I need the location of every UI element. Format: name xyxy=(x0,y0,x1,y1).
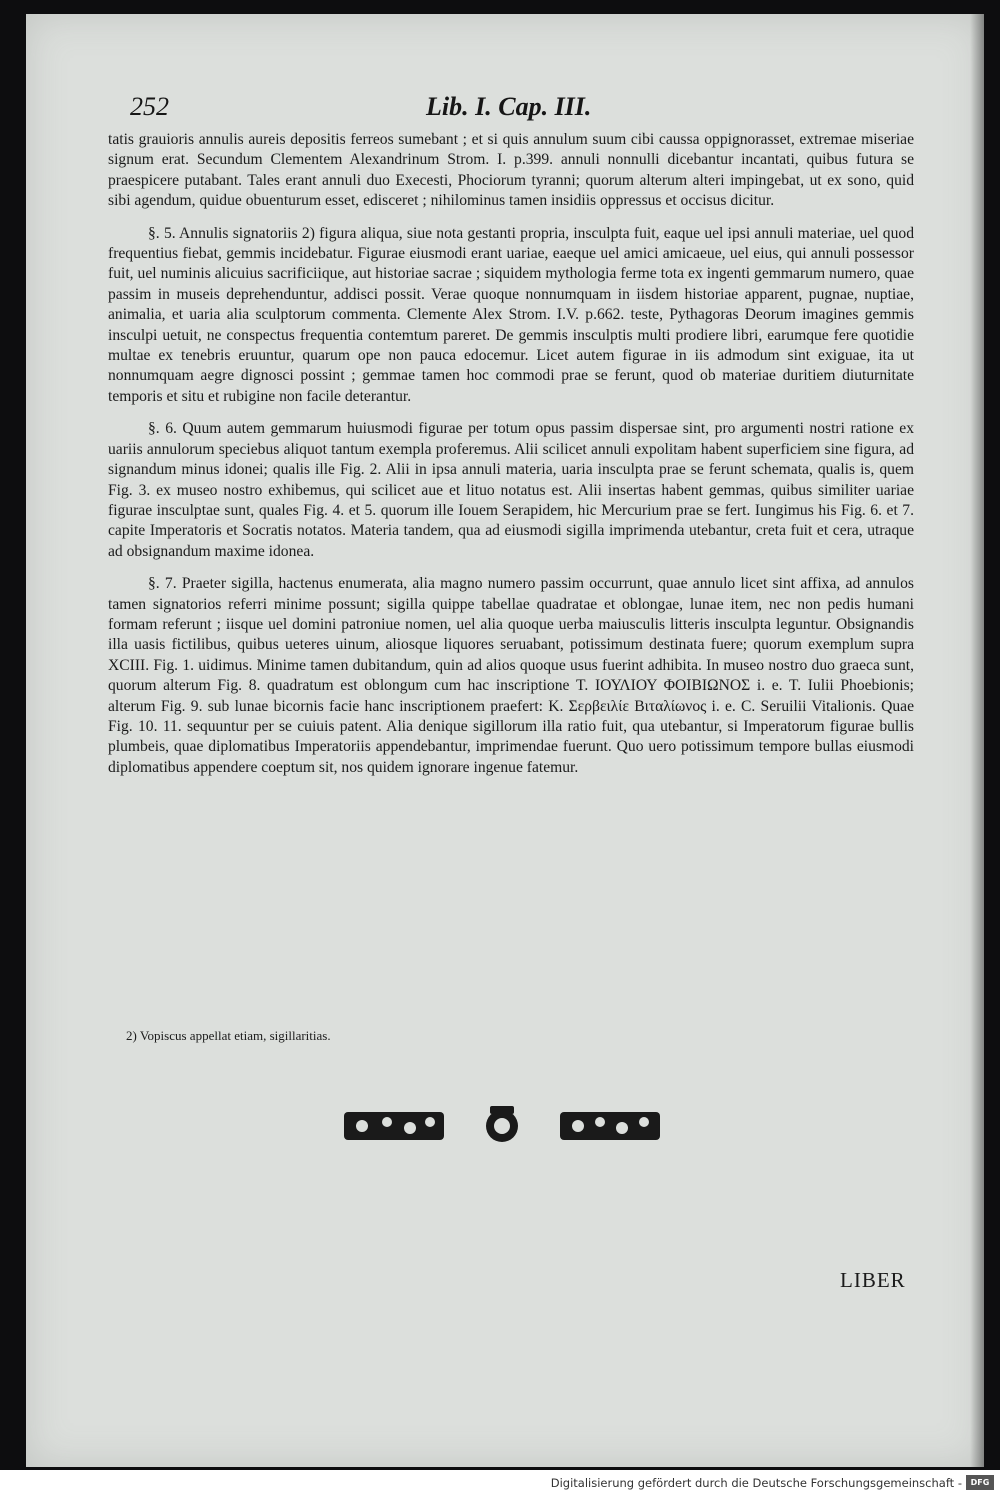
page-number: 252 xyxy=(130,92,169,121)
page-spine-shadow xyxy=(970,14,984,1467)
running-title: Lib. I. Cap. III. xyxy=(426,92,592,121)
paragraph-section-7: §. 7. Praeter sigilla, hactenus enumerata, alia magno numero passim occurrunt, quae annulo licet sint affixa, ad annulos tamen signatorios referri minime possunt; sigilla quippe tabellae quadratae et oblongae, lunae item, nec non pedis humani formam referunt ; iisque uel domini patroniue nomen, uel alia quoque uerba maiusculis litteris insculpta leguntur. Obsignandis illa uasis fictilibus, quibus ueteres uinum, aliosque liquores seruabant, potissimum destinata fuere; quorum exemplum supra XCIII. Fig. 1. uidimus. Minime tamen dubitandum, quin ad alios quoque usus fuerint adhibita. In museo nostro duo graeca sunt, quorum alterum Fig. 8. quadratum est oblongum cum hac inscriptione Τ. ΙΟΥΛΙΟΥ ΦΟΙΒΙΩΝΟΣ i. e. T. Iulii Phoebionis; alterum Fig. 9. sub lunae bicornis facie hanc inscriptionem praefert: Κ. Σερβειλίε Βιταλίωνος i. e. C. Seruilii Vitalionis. Quae Fig. 10. 11. sequuntur per se cuiuis patent. Alia denique sigillorum illa ratio fuit, qua utebantur, si Imperatorum figurae bullis plumbeis, quae diplomatibus Imperatoriis appendebantur, imprimendae fuerunt. Quo uero potissimum tempore bullas eiusmodi diplomatibus appendere coeptum sit, nos quidem ignorare ingenue fatemur. xyxy=(108,575,914,776)
footnote: 2) Vopiscus appellat etiam, sigillaritias. xyxy=(126,1028,331,1043)
printer-ornament-icon xyxy=(342,1104,662,1148)
paragraph-section-5: §. 5. Annulis signatoriis 2) figura aliqua, siue nota gestanti propria, insculpta fuit, eaque uel ipsi annuli materiae, uel quod frequentius fiebat, gemmis incidebatur. Figurae eiusmodi erant uariae, eaeque uel amici amicaeue, uel eius, qui annuli possessor fuit, uel numinis alicuius sacrificiique, aut historiae sacrae ; siquidem mythologia ferme tota ex ingenti gemmarum numero, quae passim in museis deprehenduntur, addisci possit. Verae quoque nonnumquam in iisdem historiae apparent, pugnae, nuptiae, animalia, et uaria alia sculptorum commenta. Clemente Alex Strom. I.V. p.662. teste, Pythagoras Deorum imagines gemmis insculpi uetuit, ne conspectus frequentia contemtum pareret. De gemmis insculptis multi prodiere libri, earumque fere quotidie multae ex tenebris eruuntur, quarum ope non pauca edocemur. Licet autem figurae in iis admodum sint exiguae, ita ut nonnumquam aegre dignosci possint ; gemmae tamen hoc commodi prae se ferunt, quod ob materiae duritiem diuturnitate temporis et situ et rubigine non facile deterantur. xyxy=(108,224,914,405)
funding-credit: Digitalisierung gefördert durch die Deutsche Forschungsgemeinschaft - xyxy=(550,1476,962,1490)
digitization-footer xyxy=(0,1470,1000,1497)
body-text xyxy=(108,130,914,790)
paragraph-continuation: tatis grauioris annulis aureis depositis ferreos sumebant ; et si quis annulum suum cibi caussa oppignorasset, extremae miseriae signum erat. Secundum Clementem Alexandrinum Strom. I. p.399. annuli nonnulli dicebantur incantati, quibus futura se praespicere putabant. Tales erant annuli duo Execesti, Phociorum tyranni; quorum alterum alteri impingebat, ut ex sono, quid sibi agendum, quidue obuenturum esset, edisceret ; nihilominus tamen insidiis oppressus et occisus dicitur. xyxy=(108,131,914,210)
catchword: LIBER xyxy=(840,1268,906,1292)
paragraph-section-6: §. 6. Quum autem gemmarum huiusmodi figurae per totum opus passim dispersae sint, pro argumenti nostri ratione ex uariis annulorum speciebus aliquot tantum exempla proferemus. Alii scilicet annuli expolitam habent superficiem sine figura, ad signandum minus idonei; qualis ille Fig. 2. Alii in ipsa annuli materia, uaria insculpta prae se ferunt schemata, qualis is, quem Fig. 3. ex museo nostro exhibemus, qui scilicet aue et lituo notatus est. Alii insertas habent gemmas, quibus similiter uariae figurae insculptae sunt, quales Fig. 4. et 5. quorum ille Iouem Serapidem, hic Mercurium prae se fert. Iungimus his Fig. 6. et 7. capite Imperatoris et Socratis notatos. Materia tandem, qua ad eiusmodi sigilla imprimenda utebantur, creta fuit et cera, utraque ad obsignandum maxime idonea. xyxy=(108,420,914,560)
dfg-logo-icon: DFG xyxy=(966,1475,994,1490)
page-header xyxy=(130,92,690,132)
